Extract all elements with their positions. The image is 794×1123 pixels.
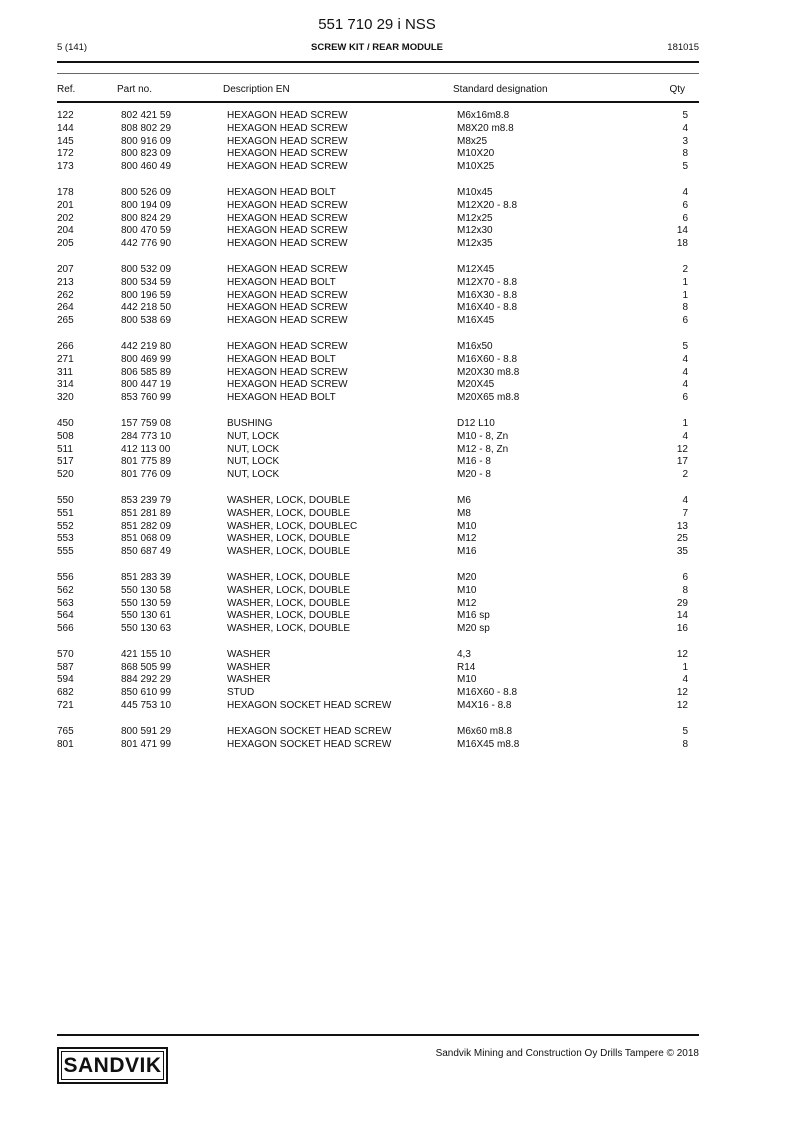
cell-part-no: 800 194 09: [121, 199, 172, 211]
cell-ref: 122: [57, 110, 74, 121]
cell-part-no: 800 469 99: [121, 353, 172, 365]
cell-description: HEXAGON HEAD SCREW: [227, 302, 348, 314]
cell-part-no: 442 218 50: [121, 302, 172, 314]
table-top-rule: [57, 73, 699, 74]
cell-standard: M12 - 8, Zn: [457, 443, 509, 455]
cell-ref: 213: [57, 276, 74, 288]
cell-standard: D12 L10: [457, 417, 495, 429]
cell-standard: M12X20 - 8.8: [457, 199, 518, 211]
cell-standard: M10: [457, 520, 477, 532]
cell-standard: M16X45 m8.8: [457, 738, 520, 750]
cell-ref: 450: [57, 417, 74, 429]
cell-ref: 508: [57, 430, 74, 442]
cell-ref: 550: [57, 494, 74, 506]
cell-standard: M16X40 - 8.8: [457, 302, 518, 314]
table-row: [0, 585, 794, 598]
cell-description: HEXAGON SOCKET HEAD SCREW: [227, 738, 392, 750]
cell-qty: 1: [682, 289, 688, 301]
cell-ref: 587: [57, 661, 74, 673]
table-group: [0, 264, 794, 328]
table-row: [0, 290, 794, 303]
cell-qty: 4: [682, 379, 688, 391]
cell-description: HEXAGON HEAD SCREW: [227, 148, 348, 160]
cell-qty: 2: [682, 263, 688, 275]
cell-ref: 566: [57, 623, 74, 635]
cell-ref: 201: [57, 199, 74, 211]
table-group: [0, 572, 794, 636]
cell-ref: 204: [57, 225, 74, 237]
cell-qty: 35: [676, 546, 688, 558]
table-row: [0, 213, 794, 226]
cell-ref: 765: [57, 725, 74, 737]
cell-part-no: 853 760 99: [121, 392, 172, 404]
table-group: [0, 341, 794, 405]
cell-standard: M20X30 m8.8: [457, 366, 520, 378]
cell-standard: M6x16m8.8: [457, 110, 510, 121]
cell-description: NUT, LOCK: [227, 430, 280, 442]
column-header-qty: Qty: [669, 84, 685, 95]
cell-ref: 271: [57, 353, 74, 365]
cell-qty: 14: [676, 225, 688, 237]
table-row: [0, 379, 794, 392]
footer-divider: [57, 1034, 699, 1036]
table-row: [0, 161, 794, 174]
cell-description: WASHER, LOCK, DOUBLE: [227, 584, 350, 596]
table-group: [0, 649, 794, 713]
cell-standard: M10X25: [457, 161, 495, 173]
table-row: [0, 392, 794, 405]
cell-part-no: 445 753 10: [121, 700, 172, 712]
cell-qty: 29: [676, 597, 688, 609]
cell-part-no: 800 470 59: [121, 225, 172, 237]
cell-part-no: 806 585 89: [121, 366, 172, 378]
table-row: [0, 367, 794, 380]
cell-part-no: 800 916 09: [121, 135, 172, 147]
cell-part-no: 550 130 61: [121, 610, 172, 622]
cell-standard: R14: [457, 661, 476, 673]
cell-part-no: 550 130 58: [121, 584, 172, 596]
cell-part-no: 442 219 80: [121, 340, 172, 352]
cell-qty: 8: [682, 738, 688, 750]
cell-qty: 4: [682, 353, 688, 365]
cell-description: WASHER, LOCK, DOUBLE: [227, 533, 350, 545]
cell-part-no: 800 823 09: [121, 148, 172, 160]
cell-description: HEXAGON HEAD SCREW: [227, 315, 348, 327]
cell-ref: 555: [57, 546, 74, 558]
table-row: [0, 508, 794, 521]
logo-text: SANDVIK: [61, 1051, 164, 1080]
cell-description: HEXAGON HEAD SCREW: [227, 238, 348, 250]
table-row: [0, 110, 794, 123]
cell-ref: 563: [57, 597, 74, 609]
cell-description: HEXAGON HEAD BOLT: [227, 353, 336, 365]
cell-qty: 8: [682, 302, 688, 314]
cell-description: HEXAGON HEAD SCREW: [227, 110, 348, 121]
cell-description: HEXAGON HEAD SCREW: [227, 340, 348, 352]
cell-qty: 12: [676, 648, 688, 660]
column-header-description: Description EN: [223, 84, 290, 95]
table-row: [0, 533, 794, 546]
cell-qty: 1: [682, 417, 688, 429]
cell-qty: 5: [682, 110, 688, 121]
cell-standard: M16: [457, 546, 477, 558]
column-header-part-no: Part no.: [117, 84, 153, 95]
document-number: 551 710 29 i NSS: [318, 16, 436, 33]
cell-part-no: 801 776 09: [121, 469, 172, 481]
cell-qty: 4: [682, 494, 688, 506]
table-row: [0, 739, 794, 752]
table-group: [0, 726, 794, 752]
table-row: [0, 200, 794, 213]
cell-part-no: 801 775 89: [121, 456, 172, 468]
cell-qty: 4: [682, 122, 688, 134]
cell-description: WASHER, LOCK, DOUBLEC: [227, 520, 358, 532]
cell-part-no: 550 130 59: [121, 597, 172, 609]
cell-description: HEXAGON HEAD SCREW: [227, 161, 348, 173]
cell-description: HEXAGON HEAD BOLT: [227, 186, 336, 198]
cell-description: WASHER, LOCK, DOUBLE: [227, 571, 350, 583]
cell-qty: 4: [682, 674, 688, 686]
table-row: [0, 136, 794, 149]
cell-part-no: 850 687 49: [121, 546, 172, 558]
table-group: [0, 495, 794, 559]
page-number: 5 (141): [57, 42, 88, 53]
cell-part-no: 850 610 99: [121, 687, 172, 699]
copyright-text: Sandvik Mining and Construction Oy Drills Tampere © 2018: [435, 1048, 699, 1059]
cell-qty: 7: [682, 507, 688, 519]
cell-ref: 266: [57, 340, 74, 352]
table-row: [0, 598, 794, 611]
cell-standard: M10: [457, 584, 477, 596]
table-row: [0, 456, 794, 469]
cell-ref: 144: [57, 122, 74, 134]
cell-standard: M12x25: [457, 212, 493, 224]
cell-qty: 4: [682, 366, 688, 378]
cell-ref: 262: [57, 289, 74, 301]
cell-ref: 562: [57, 584, 74, 596]
table-row: [0, 649, 794, 662]
cell-description: HEXAGON HEAD SCREW: [227, 289, 348, 301]
cell-description: HEXAGON HEAD SCREW: [227, 122, 348, 134]
cell-description: WASHER: [227, 674, 271, 686]
cell-part-no: 800 196 59: [121, 289, 172, 301]
cell-standard: M6x60 m8.8: [457, 725, 513, 737]
cell-part-no: 884 292 29: [121, 674, 172, 686]
table-row: [0, 444, 794, 457]
cell-standard: M12x35: [457, 238, 493, 250]
cell-description: WASHER, LOCK, DOUBLE: [227, 597, 350, 609]
cell-description: HEXAGON HEAD BOLT: [227, 276, 336, 288]
cell-qty: 16: [676, 623, 688, 635]
table-header-rule: [57, 101, 699, 103]
cell-description: HEXAGON HEAD BOLT: [227, 392, 336, 404]
cell-part-no: 800 591 29: [121, 725, 172, 737]
table-row: [0, 277, 794, 290]
cell-description: NUT, LOCK: [227, 456, 280, 468]
cell-ref: 265: [57, 315, 74, 327]
table-row: [0, 187, 794, 200]
table-row: [0, 431, 794, 444]
cell-standard: M10x45: [457, 186, 493, 198]
cell-qty: 12: [676, 443, 688, 455]
cell-qty: 6: [682, 199, 688, 211]
cell-ref: 564: [57, 610, 74, 622]
cell-part-no: 851 281 89: [121, 507, 172, 519]
cell-ref: 552: [57, 520, 74, 532]
cell-qty: 12: [676, 700, 688, 712]
cell-standard: M10X20: [457, 148, 495, 160]
date-code: 181015: [667, 42, 699, 53]
cell-ref: 721: [57, 700, 74, 712]
table-row: [0, 623, 794, 636]
cell-part-no: 421 155 10: [121, 648, 172, 660]
cell-part-no: 851 282 09: [121, 520, 172, 532]
cell-ref: 553: [57, 533, 74, 545]
cell-part-no: 550 130 63: [121, 623, 172, 635]
cell-standard: M20X65 m8.8: [457, 392, 520, 404]
cell-ref: 145: [57, 135, 74, 147]
cell-part-no: 851 283 39: [121, 571, 172, 583]
cell-part-no: 157 759 08: [121, 417, 172, 429]
cell-standard: M20 - 8: [457, 469, 491, 481]
cell-standard: M16X45: [457, 315, 495, 327]
table-row: [0, 662, 794, 675]
cell-standard: M16X60 - 8.8: [457, 687, 518, 699]
cell-description: STUD: [227, 687, 255, 699]
cell-description: HEXAGON HEAD SCREW: [227, 366, 348, 378]
column-header-ref: Ref.: [57, 84, 76, 95]
cell-qty: 2: [682, 469, 688, 481]
table-row: [0, 495, 794, 508]
cell-ref: 314: [57, 379, 74, 391]
table-row: [0, 572, 794, 585]
table-row: [0, 238, 794, 251]
cell-qty: 4: [682, 186, 688, 198]
cell-qty: 3: [682, 135, 688, 147]
table-row: [0, 302, 794, 315]
table-group: [0, 110, 794, 174]
cell-part-no: 800 460 49: [121, 161, 172, 173]
table-row: [0, 521, 794, 534]
table-row: [0, 687, 794, 700]
cell-standard: M6: [457, 494, 471, 506]
cell-part-no: 800 526 09: [121, 186, 172, 198]
cell-ref: 205: [57, 238, 74, 250]
cell-standard: M16 sp: [457, 610, 490, 622]
cell-qty: 25: [676, 533, 688, 545]
cell-part-no: 868 505 99: [121, 661, 172, 673]
table-row: [0, 726, 794, 739]
cell-standard: M8x25: [457, 135, 488, 147]
cell-standard: M12: [457, 597, 477, 609]
table-row: [0, 546, 794, 559]
cell-description: WASHER, LOCK, DOUBLE: [227, 623, 350, 635]
cell-qty: 6: [682, 571, 688, 583]
cell-ref: 682: [57, 687, 74, 699]
table-row: [0, 123, 794, 136]
cell-part-no: 801 471 99: [121, 738, 172, 750]
cell-qty: 14: [676, 610, 688, 622]
cell-standard: M20X45: [457, 379, 495, 391]
cell-standard: M20 sp: [457, 623, 490, 635]
cell-description: WASHER, LOCK, DOUBLE: [227, 546, 350, 558]
cell-description: HEXAGON SOCKET HEAD SCREW: [227, 725, 392, 737]
cell-description: HEXAGON HEAD SCREW: [227, 263, 348, 275]
table-row: [0, 148, 794, 161]
cell-description: HEXAGON HEAD SCREW: [227, 135, 348, 147]
table-row: [0, 264, 794, 277]
table-row: [0, 610, 794, 623]
cell-standard: M12X70 - 8.8: [457, 276, 518, 288]
cell-standard: M12X45: [457, 263, 495, 275]
table-group: [0, 187, 794, 251]
cell-standard: M16X30 - 8.8: [457, 289, 518, 301]
cell-qty: 6: [682, 315, 688, 327]
cell-qty: 6: [682, 212, 688, 224]
cell-description: BUSHING: [227, 417, 273, 429]
cell-qty: 8: [682, 148, 688, 160]
column-header-standard: Standard designation: [453, 84, 548, 95]
cell-ref: 202: [57, 212, 74, 224]
cell-part-no: 800 447 19: [121, 379, 172, 391]
cell-description: NUT, LOCK: [227, 443, 280, 455]
cell-description: WASHER: [227, 648, 271, 660]
table-row: [0, 418, 794, 431]
cell-part-no: 800 538 69: [121, 315, 172, 327]
table-row: [0, 700, 794, 713]
cell-standard: M16X60 - 8.8: [457, 353, 518, 365]
cell-qty: 18: [676, 238, 688, 250]
cell-standard: M16x50: [457, 340, 493, 352]
cell-standard: M12: [457, 533, 477, 545]
cell-part-no: 808 802 29: [121, 122, 172, 134]
cell-qty: 13: [676, 520, 688, 532]
cell-qty: 1: [682, 661, 688, 673]
cell-part-no: 442 776 90: [121, 238, 172, 250]
cell-ref: 556: [57, 571, 74, 583]
cell-qty: 4: [682, 430, 688, 442]
cell-qty: 5: [682, 725, 688, 737]
cell-standard: M8X20 m8.8: [457, 122, 514, 134]
cell-description: HEXAGON HEAD SCREW: [227, 225, 348, 237]
cell-part-no: 851 068 09: [121, 533, 172, 545]
cell-description: NUT, LOCK: [227, 469, 280, 481]
cell-description: HEXAGON HEAD SCREW: [227, 379, 348, 391]
cell-part-no: 802 421 59: [121, 110, 172, 121]
cell-standard: M10: [457, 674, 477, 686]
cell-standard: M4X16 - 8.8: [457, 700, 512, 712]
table-group: [0, 418, 794, 482]
cell-standard: 4,3: [457, 648, 471, 660]
cell-ref: 320: [57, 392, 74, 404]
table-row: [0, 469, 794, 482]
cell-standard: M8: [457, 507, 471, 519]
cell-part-no: 284 773 10: [121, 430, 172, 442]
table-row: [0, 354, 794, 367]
cell-part-no: 800 534 59: [121, 276, 172, 288]
cell-description: HEXAGON SOCKET HEAD SCREW: [227, 700, 392, 712]
parts-table: [0, 110, 794, 764]
cell-ref: 517: [57, 456, 74, 468]
cell-part-no: 853 239 79: [121, 494, 172, 506]
cell-ref: 594: [57, 674, 74, 686]
cell-part-no: 412 113 00: [121, 443, 171, 455]
cell-qty: 5: [682, 161, 688, 173]
page-title: SCREW KIT / REAR MODULE: [311, 42, 443, 53]
cell-part-no: 800 532 09: [121, 263, 172, 275]
table-row: [0, 674, 794, 687]
sandvik-logo: [57, 1047, 168, 1084]
cell-qty: 17: [676, 456, 688, 468]
cell-ref: 311: [57, 366, 73, 378]
cell-standard: M12x30: [457, 225, 493, 237]
cell-ref: 801: [57, 738, 74, 750]
cell-qty: 8: [682, 584, 688, 596]
cell-description: WASHER, LOCK, DOUBLE: [227, 507, 350, 519]
cell-standard: M16 - 8: [457, 456, 491, 468]
table-row: [0, 341, 794, 354]
table-row: [0, 315, 794, 328]
cell-ref: 511: [57, 443, 73, 455]
cell-qty: 6: [682, 392, 688, 404]
cell-ref: 520: [57, 469, 74, 481]
header-divider: [57, 61, 699, 63]
cell-ref: 178: [57, 186, 74, 198]
cell-qty: 5: [682, 340, 688, 352]
cell-description: HEXAGON HEAD SCREW: [227, 199, 348, 211]
cell-ref: 264: [57, 302, 74, 314]
cell-ref: 551: [57, 507, 74, 519]
cell-description: WASHER, LOCK, DOUBLE: [227, 494, 350, 506]
cell-description: WASHER: [227, 661, 271, 673]
cell-standard: M20: [457, 571, 477, 583]
cell-qty: 1: [682, 276, 688, 288]
cell-ref: 173: [57, 161, 74, 173]
cell-qty: 12: [676, 687, 688, 699]
cell-ref: 172: [57, 148, 74, 160]
cell-ref: 570: [57, 648, 74, 660]
table-row: [0, 225, 794, 238]
cell-ref: 207: [57, 263, 74, 275]
cell-part-no: 800 824 29: [121, 212, 172, 224]
cell-description: HEXAGON HEAD SCREW: [227, 212, 348, 224]
cell-description: WASHER, LOCK, DOUBLE: [227, 610, 350, 622]
cell-standard: M10 - 8, Zn: [457, 430, 509, 442]
